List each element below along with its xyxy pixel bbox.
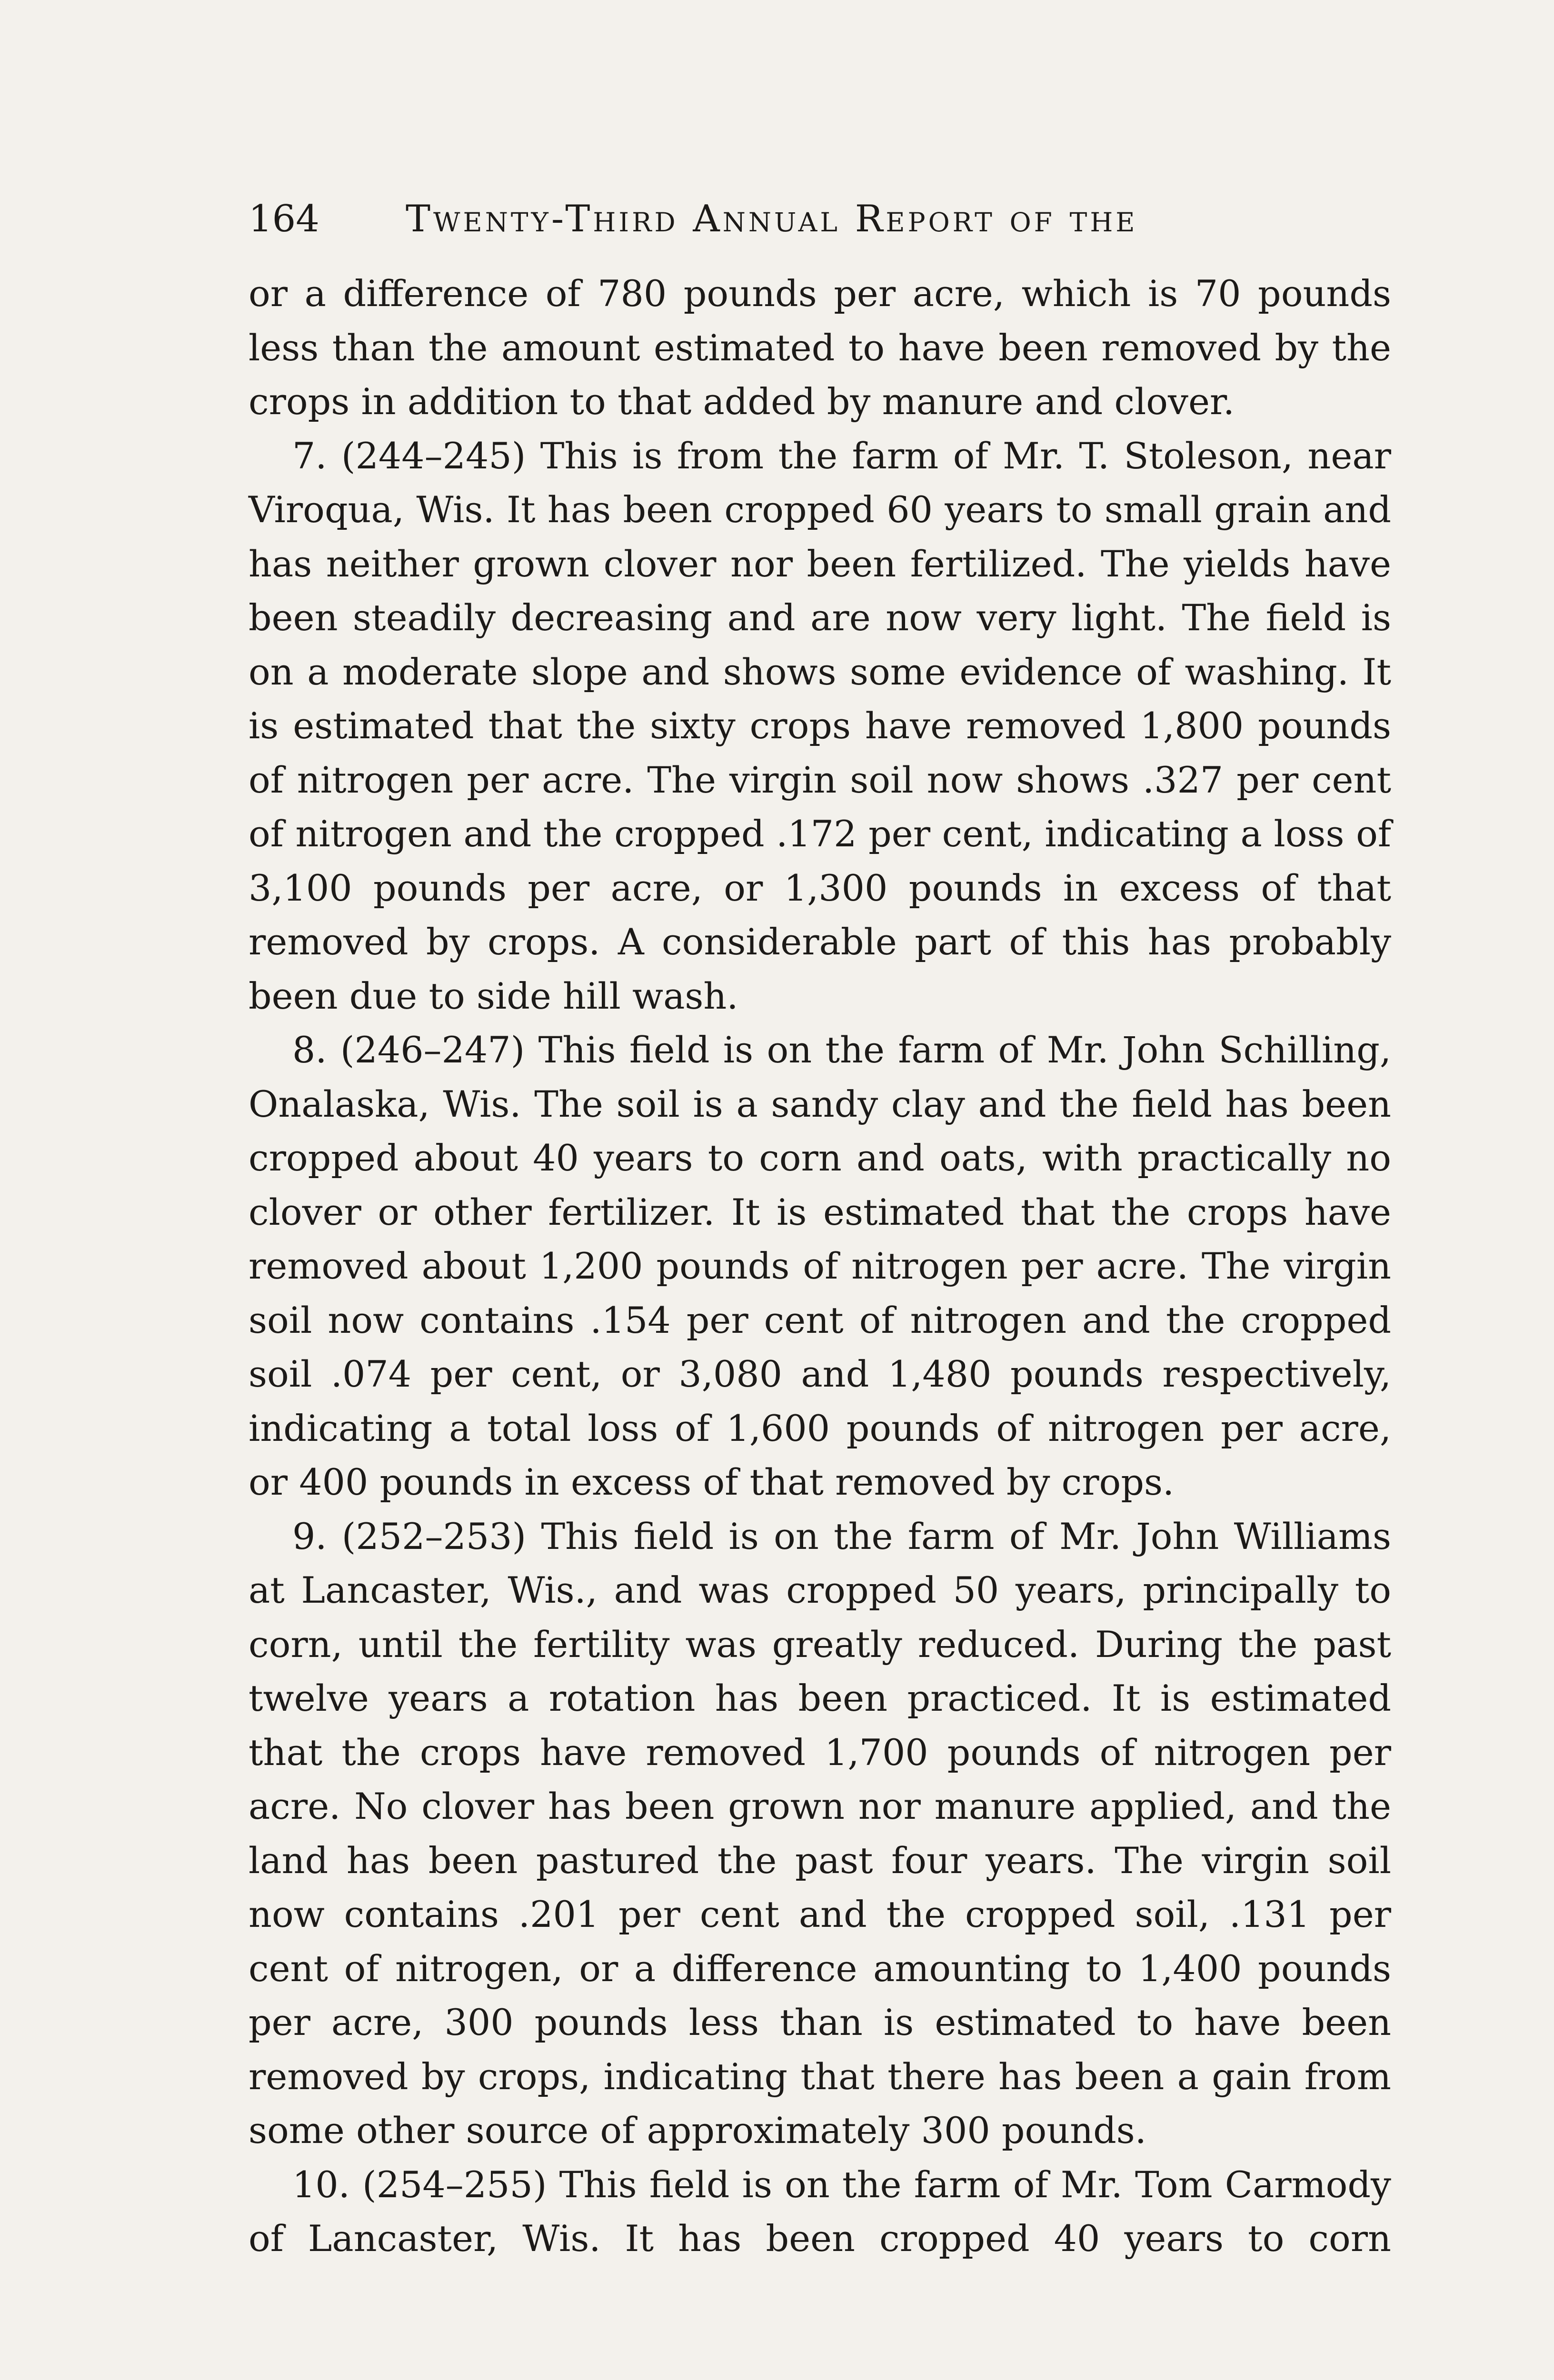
page-number: 164 [249,198,319,240]
paragraph-continuation: or a difference of 780 pounds per acre, which is 70 pounds less than the amount estimated to have been removed by the crops in addition to that added by manure and clover. [249,272,1391,423]
paragraph-item-9: 9. (252–253) This field is on the farm of Mr. John Williams at Lancaster, Wis., and was cropped 50 years, principally to corn, until the fertility was greatly reduced. During the past twelve years a rotation has been practiced. It is estimated that the crops have removed 1,700 pounds of nitrogen per acre. No clover has been grown nor manure applied, and the land has been pastured the past four years. The virgin soil now contains .201 per cent and the cropped soil, .131 per cent of nitrogen, or a difference amounting to 1,400 pounds per acre, 300 pounds less than is estimated to have been removed by crops, indicating that there has been a gain from some other source of approximately 300 pounds. [249,1515,1391,2152]
paragraph-item-7: 7. (244–245) This is from the farm of Mr. T. Stoleson, near Viroqua, Wis. It has been cropped 60 years to small grain and has neither grown clover nor been fertilized. The yields have been steadily decreasing and are now very light. The field is on a moderate slope and shows some evidence of washing. It is estimated that the sixty crops have removed 1,800 pounds of nitrogen per acre. The virgin soil now shows .327 per cent of nitrogen and the cropped .172 per cent, indicating a loss of 3,100 pounds per acre, or 1,300 pounds in excess of that removed by crops. A considerable part of this has probably been due to side hill wash. [249,434,1391,1017]
running-title: Twenty-Third Annual Report of the [406,198,1138,240]
paragraph-item-8: 8. (246–247) This field is on the farm of Mr. John Schilling, Onalaska, Wis. The soil is a sandy clay and the field has been cropped about 40 years to corn and oats, with practically no clover or other fertilizer. It is estimated that the crops have removed about 1,200 pounds of nitrogen per acre. The virgin soil now contains .154 per cent of nitrogen and the cropped soil .074 per cent, or 3,080 and 1,480 pounds respectively, indicating a total loss of 1,600 pounds of nitrogen per acre, or 400 pounds in excess of that removed by crops. [249,1029,1391,1503]
page-header [249,190,1391,248]
body-text [249,267,1391,2266]
paragraph-item-10: 10. (254–255) This field is on the farm of Mr. Tom Carmody of Lancaster, Wis. It has been cropped 40 years to corn [249,2163,1391,2260]
